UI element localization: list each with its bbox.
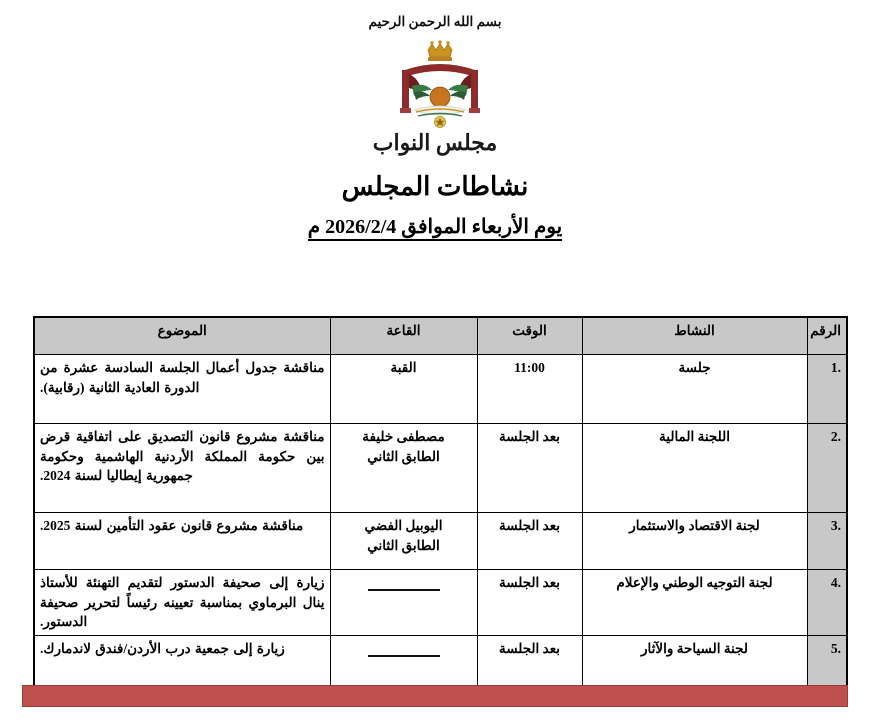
row-activity: اللجنة المالية: [582, 424, 807, 513]
row-subject: مناقشة مشروع قانون التصديق على اتفاقية قرض بين حكومة المملكة الأردنية الهاشمية وحكومة جمهورية إيطاليا لسنة 2024.: [34, 424, 330, 513]
parliament-emblem: [0, 40, 870, 158]
row-hall: [330, 635, 477, 691]
row-subject: زيارة إلى جمعية درب الأردن/فندق لاندمارك.: [34, 635, 330, 691]
table-row: [34, 513, 847, 570]
table-header-row: [34, 317, 847, 355]
row-number: 4.: [807, 570, 847, 636]
row-time: بعد الجلسة: [477, 424, 582, 513]
row-number: 2.: [807, 424, 847, 513]
page-subtitle: [0, 216, 870, 239]
row-number: 5.: [807, 635, 847, 691]
row-hall: اليوبيل الفضي الطابق الثاني: [330, 513, 477, 570]
row-subject: مناقشة جدول أعمال الجلسة السادسة عشرة من الدورة العادية الثانية (رقابية).: [34, 355, 330, 424]
column-header-hall: القاعة: [330, 317, 477, 355]
row-activity: جلسة: [582, 355, 807, 424]
activities-table-container: [35, 316, 848, 692]
row-time: 11:00: [477, 355, 582, 424]
row-activity: لجنة الاقتصاد والاستثمار: [582, 513, 807, 570]
row-subject: زيارة إلى صحيفة الدستور لتقديم التهنئة للأستاذ ينال البرماوي بمناسبة تعيينه رئيساً لتحرير صحيفة الدستور.: [34, 570, 330, 636]
footer-red-bar: [22, 685, 848, 707]
column-header-subject: الموضوع: [34, 317, 330, 355]
row-time: بعد الجلسة: [477, 635, 582, 691]
table-row: [34, 570, 847, 636]
row-activity: لجنة التوجيه الوطني والإعلام: [582, 570, 807, 636]
table-row: [34, 635, 847, 691]
activities-table: [33, 316, 848, 692]
column-header-activity: النشاط: [582, 317, 807, 355]
page-title: نشاطات المجلس: [341, 172, 529, 202]
row-hall: القبة: [330, 355, 477, 424]
column-header-number: الرقم: [807, 317, 847, 355]
basmala-text: بسم الله الرحمن الرحيم: [368, 14, 502, 29]
row-time: بعد الجلسة: [477, 513, 582, 570]
row-number: 3.: [807, 513, 847, 570]
row-subject: مناقشة مشروع قانون عقود التأمين لسنة 2025.: [34, 513, 330, 570]
table-body: [34, 355, 847, 691]
row-hall: [330, 570, 477, 636]
row-hall: مصطفى خليفة الطابق الثاني: [330, 424, 477, 513]
column-header-time: الوقت: [477, 317, 582, 355]
table-header: [34, 317, 847, 355]
empty-hall-dash-icon: [368, 589, 440, 591]
page-subtitle-text: يوم الأربعاء الموافق 2026/2/4 م: [308, 216, 562, 241]
row-number: 1.: [807, 355, 847, 424]
table-row: [34, 355, 847, 424]
jordan-coat-of-arms-icon: [350, 40, 520, 158]
row-activity: لجنة السياحة والآثار: [582, 635, 807, 691]
empty-hall-dash-icon: [368, 655, 440, 657]
row-time: بعد الجلسة: [477, 570, 582, 636]
table-row: [34, 424, 847, 513]
emblem-caption-text: مجلس النواب: [372, 130, 498, 156]
